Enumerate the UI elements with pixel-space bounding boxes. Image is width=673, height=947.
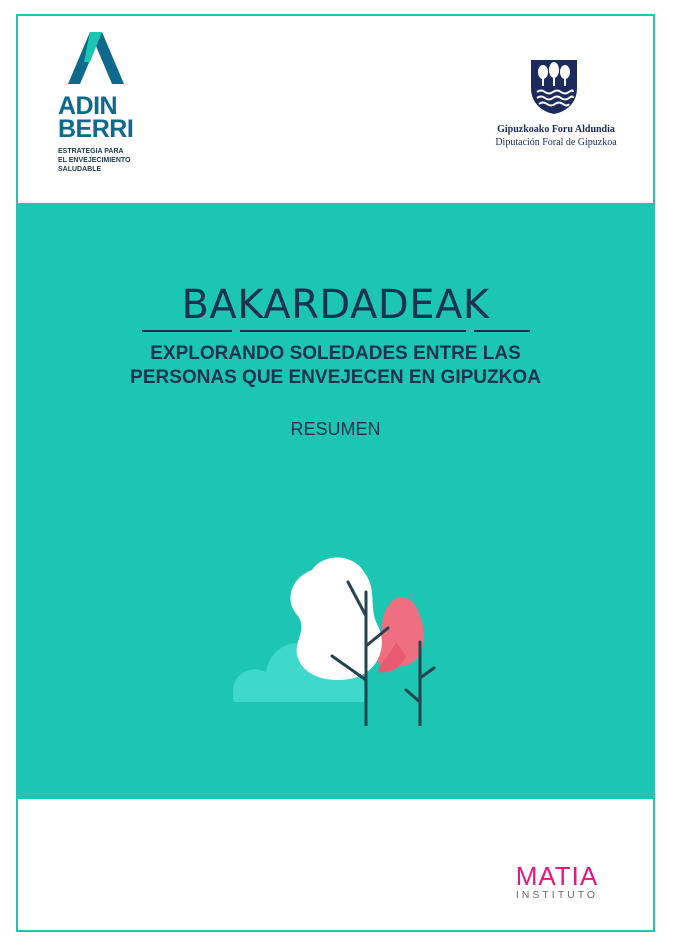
adin-berri-tagline [58,147,168,174]
gipuzkoa-basque-name: Gipuzkoako Foru Aldundia [497,124,615,135]
matia-brand: MATIA [515,861,599,891]
cover-title: BAKARDADEAK [181,282,490,328]
gipuzkoa-spanish-name: Diputación Foral de Gipuzkoa [495,137,617,148]
cover-frame [16,14,655,932]
berri-word: BERRI [58,115,134,143]
subtitle-line-2: PERSONAS QUE ENVEJECEN EN GIPUZKOA [130,367,541,388]
adin-berri-a-icon [68,32,124,84]
adin-berri-logo [58,32,148,182]
trees-illustration-icon [228,546,468,726]
cover-header [18,16,653,203]
adin-word: ADIN [58,92,118,120]
subtitle-line-1: EXPLORANDO SOLEDADES ENTRE LAS [150,343,521,364]
cover-label: RESUMEN [290,419,381,439]
matia-logo [502,862,612,901]
gipuzkoa-coat-of-arms-icon [529,58,579,114]
cover-subtitle [18,342,653,390]
title-underline [142,330,530,333]
tagline-line-1: ESTRATEGIA PARA [58,148,124,155]
tagline-line-2: EL ENVEJECIMIENTO [58,157,131,164]
matia-subtitle: INSTITUTO [515,889,599,901]
gipuzkoa-logo [476,58,636,158]
tagline-line-3: SALUDABLE [58,166,102,173]
